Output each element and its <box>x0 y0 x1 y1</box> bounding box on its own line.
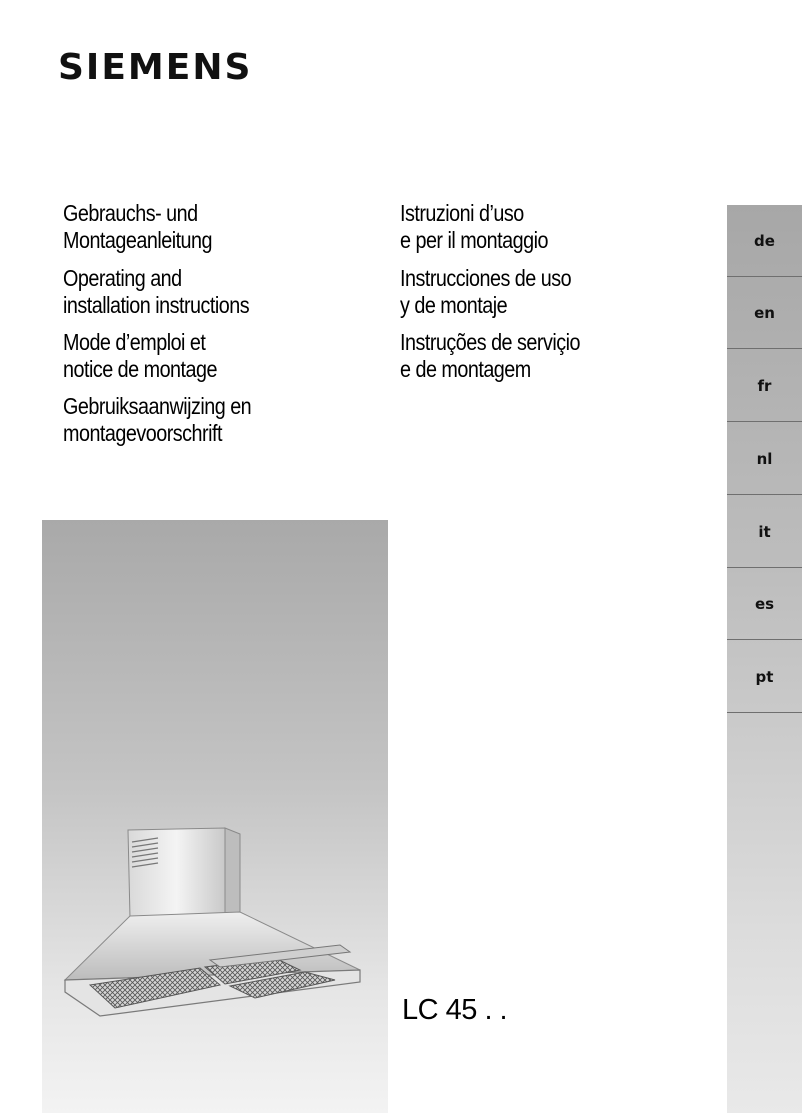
title-de-line2: Montageanleitung <box>63 227 213 253</box>
title-fr-line2: notice de montage <box>63 356 217 382</box>
title-es-line2: y de montaje <box>400 292 508 318</box>
title-fr <box>63 329 217 383</box>
title-nl <box>63 393 251 447</box>
tab-es[interactable]: es <box>727 568 802 640</box>
tab-it[interactable]: it <box>727 496 802 568</box>
title-es-line1: Instrucciones de uso <box>400 265 572 291</box>
title-pt-line2: e de montagem <box>400 356 531 382</box>
range-hood-illustration <box>60 820 370 1020</box>
title-nl-line2: montagevoorschrift <box>63 420 222 446</box>
title-it-line2: e per il montaggio <box>400 227 548 253</box>
title-it <box>400 200 548 254</box>
title-pt-line1: Instruções de serviçio <box>400 329 580 355</box>
product-photo-panel <box>42 520 388 1113</box>
title-de-line1: Gebrauchs- und <box>63 200 198 226</box>
title-it-line1: Istruzioni d’uso <box>400 200 524 226</box>
model-number: LC 45 . . <box>402 994 508 1026</box>
title-en-line2: installation instructions <box>63 292 250 318</box>
title-es <box>400 265 571 319</box>
tab-de[interactable]: de <box>727 205 802 277</box>
title-fr-line1: Mode d’emploi et <box>63 329 206 355</box>
title-nl-line1: Gebruiksaanwijzing en <box>63 393 252 419</box>
tab-fr[interactable]: fr <box>727 350 802 422</box>
language-tab-strip <box>727 205 802 1113</box>
tab-en[interactable]: en <box>727 277 802 349</box>
tab-nl[interactable]: nl <box>727 423 802 495</box>
title-en <box>63 265 249 319</box>
tab-pt[interactable]: pt <box>727 641 802 713</box>
title-pt <box>400 329 580 383</box>
siemens-logo: SIEMENS <box>58 47 253 88</box>
title-de <box>63 200 212 254</box>
title-en-line1: Operating and <box>63 265 182 291</box>
